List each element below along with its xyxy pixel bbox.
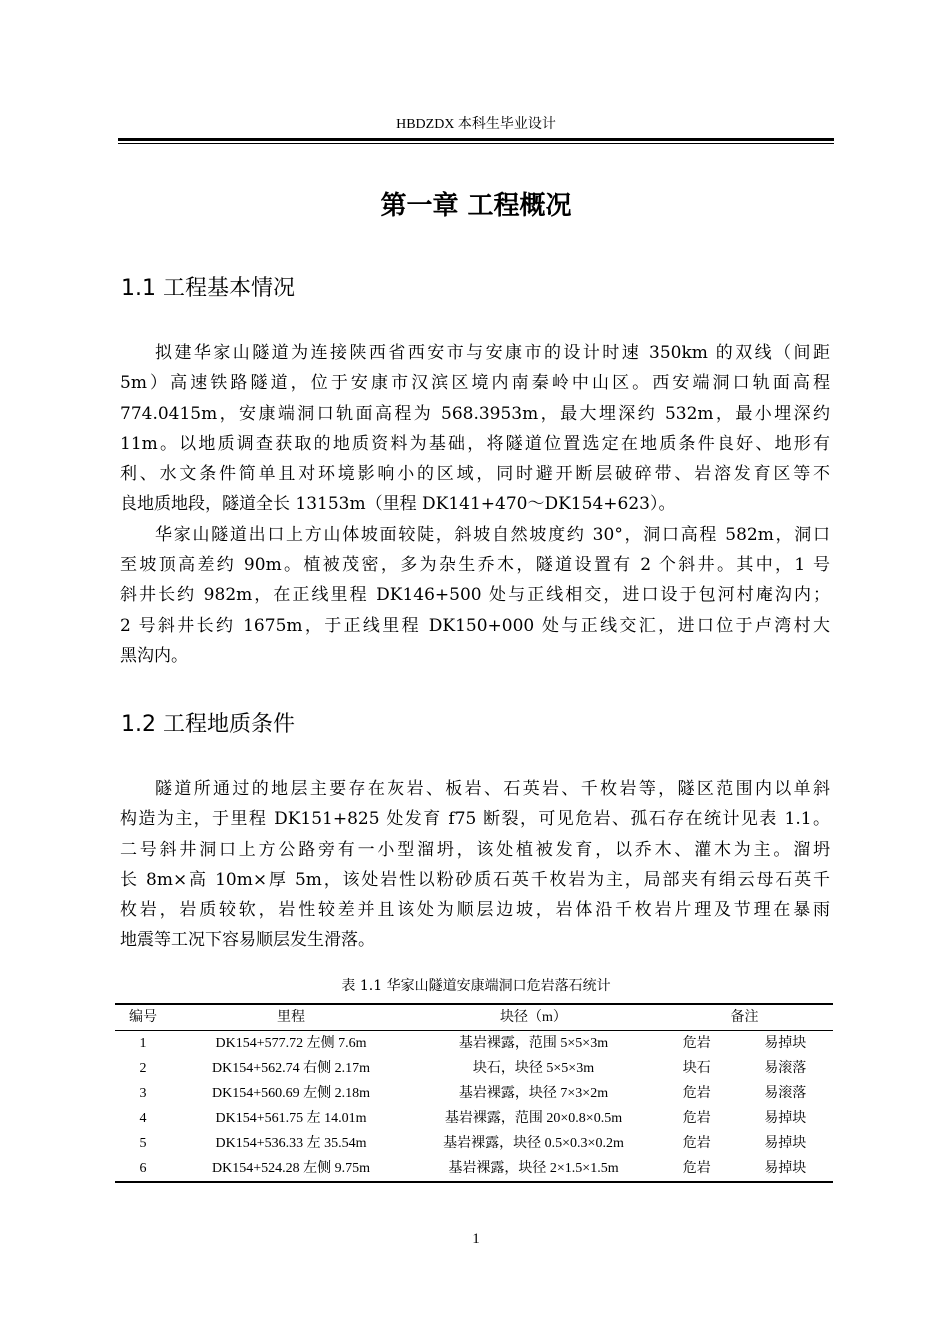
text-line: 黑沟内。 — [120, 645, 188, 666]
cell-size: 基岩裸露，块径 7×3×2m — [458, 1086, 609, 1101]
remark-risk: 易滚落 — [764, 1061, 807, 1076]
text-line: 长 8m×高 10m×厚 5m，该处岩性以粉砂质石英千枚岩为主，局部夹有绢云母石英千 — [120, 869, 830, 890]
cell-remark — [656, 1056, 833, 1081]
rockfall-table — [115, 1003, 833, 1183]
cell-size: 基岩裸露，块径 2×1.5×1.5m — [448, 1161, 619, 1176]
section-heading-1-2: 1.2 工程地质条件 — [121, 712, 295, 737]
table-row — [115, 1106, 833, 1131]
col-header-mileage: 里程 — [277, 1010, 305, 1025]
cell-mileage: DK154+536.33 左 35.54m — [215, 1136, 367, 1151]
section-heading-1-1: 1.1 工程基本情况 — [121, 276, 295, 301]
cell-size: 块石，块径 5×5×3m — [472, 1061, 595, 1076]
table-row — [115, 1056, 833, 1081]
remark-type: 危岩 — [682, 1111, 711, 1126]
page-number: 1 — [472, 1231, 480, 1247]
cell-no: 3 — [139, 1086, 147, 1101]
cell-no: 2 — [139, 1061, 147, 1076]
remark-risk: 易掉块 — [764, 1036, 807, 1051]
page-header: HBDZDX 本科生毕业设计 — [396, 117, 556, 132]
remark-risk: 易滚落 — [764, 1086, 807, 1101]
table-row — [115, 1156, 833, 1182]
text-line: 华家山隧道出口上方山体坡面较陡，斜坡自然坡度约 30°，洞口高程 582m，洞口 — [155, 524, 830, 545]
cell-mileage: DK154+560.69 左侧 2.18m — [211, 1086, 370, 1101]
col-header-remark: 备注 — [730, 1010, 759, 1025]
text-line: 斜井长约 982m，在正线里程 DK146+500 处与正线相交，进口设于包河村庵沟内； — [120, 585, 830, 606]
remark-risk: 易掉块 — [764, 1161, 807, 1176]
cell-mileage: DK154+577.72 左侧 7.6m — [215, 1036, 367, 1051]
table-row — [115, 1031, 833, 1057]
table-caption: 表 1.1 华家山隧道安康端洞口危岩落石统计 — [341, 978, 611, 994]
remark-risk: 易掉块 — [764, 1136, 807, 1151]
paragraph — [120, 338, 830, 520]
section-1-2-body — [120, 774, 830, 956]
text-line: 二号斜井洞口上方公路旁有一小型溜坍，该处植被发育，以乔木、灌木为主。溜坍 — [120, 839, 830, 860]
cell-no: 4 — [139, 1111, 147, 1126]
text-line: 拟建华家山隧道为连接陕西省西安市与安康市的设计时速 350km 的双线（间距 — [155, 343, 830, 363]
paragraph — [120, 520, 830, 671]
text-line: 良地质地段，隧道全长 13153m（里程 DK141+470～DK154+623）。 — [120, 494, 676, 515]
remark-type: 危岩 — [682, 1036, 711, 1051]
cell-remark — [656, 1106, 833, 1131]
text-line: 枚岩，岩质较软，岩性较差并且该处为顺层边坡，岩体沿千枚岩片理及节理在暴雨 — [120, 900, 830, 921]
cell-mileage: DK154+524.28 左侧 9.75m — [211, 1161, 370, 1176]
table-header-row — [115, 1004, 833, 1031]
col-header-no: 编号 — [129, 1010, 157, 1025]
cell-remark — [656, 1131, 833, 1156]
cell-mileage: DK154+562.74 右侧 2.17m — [211, 1061, 370, 1076]
text-line: 5m）高速铁路隧道，位于安康市汉滨区境内南秦岭中山区。西安端洞口轨面高程 — [120, 373, 830, 394]
cell-no: 5 — [139, 1136, 147, 1151]
remark-risk: 易掉块 — [764, 1111, 807, 1126]
remark-type: 危岩 — [682, 1086, 711, 1101]
cell-size: 基岩裸露，块径 0.5×0.3×0.2m — [443, 1136, 624, 1151]
text-line: 774.0415m，安康端洞口轨面高程为 568.3953m，最大埋深约 532m，最小埋深约 — [120, 403, 830, 424]
cell-remark — [656, 1031, 833, 1057]
table-row — [115, 1131, 833, 1156]
cell-remark — [656, 1156, 833, 1182]
cell-no: 6 — [139, 1161, 147, 1176]
chapter-title: 第一章 工程概况 — [380, 191, 572, 221]
remark-type: 危岩 — [682, 1161, 711, 1176]
cell-size: 基岩裸露，范围 20×0.8×0.5m — [444, 1111, 623, 1126]
cell-size: 基岩裸露，范围 5×5×3m — [458, 1036, 609, 1051]
header-rule-thin — [118, 143, 834, 144]
paragraph — [120, 774, 830, 956]
text-line: 构造为主，于里程 DK151+825 处发育 f75 断裂，可见危岩、孤石存在统计见表 1.1。 — [120, 809, 830, 830]
remark-type: 危岩 — [682, 1136, 711, 1151]
cell-mileage: DK154+561.75 左 14.01m — [215, 1111, 367, 1126]
cell-no: 1 — [139, 1036, 147, 1051]
text-line: 地震等工况下容易顺层发生滑落。 — [120, 930, 375, 951]
col-header-size: 块径（m） — [500, 1010, 567, 1025]
cell-remark — [656, 1081, 833, 1106]
text-line: 2 号斜井长约 1675m，于正线里程 DK150+000 处与正线交汇，进口位于卢湾村大 — [120, 615, 830, 636]
text-line: 11m。以地质调查获取的地质资料为基础，将隧道位置选定在地质条件良好、地形有 — [120, 433, 830, 454]
header-rule-thick — [118, 138, 834, 141]
remark-type: 块石 — [682, 1061, 711, 1076]
text-line: 至坡顶高差约 90m。植被茂密，多为杂生乔木，隧道设置有 2 个斜井。其中，1 号 — [120, 555, 830, 576]
text-line: 利、水文条件简单且对环境影响小的区域，同时避开断层破碎带、岩溶发育区等不 — [120, 464, 830, 485]
text-line: 隧道所通过的地层主要存在灰岩、板岩、石英岩、千枚岩等，隧区范围内以单斜 — [155, 779, 830, 799]
table-row — [115, 1081, 833, 1106]
section-1-1-body — [120, 338, 830, 671]
